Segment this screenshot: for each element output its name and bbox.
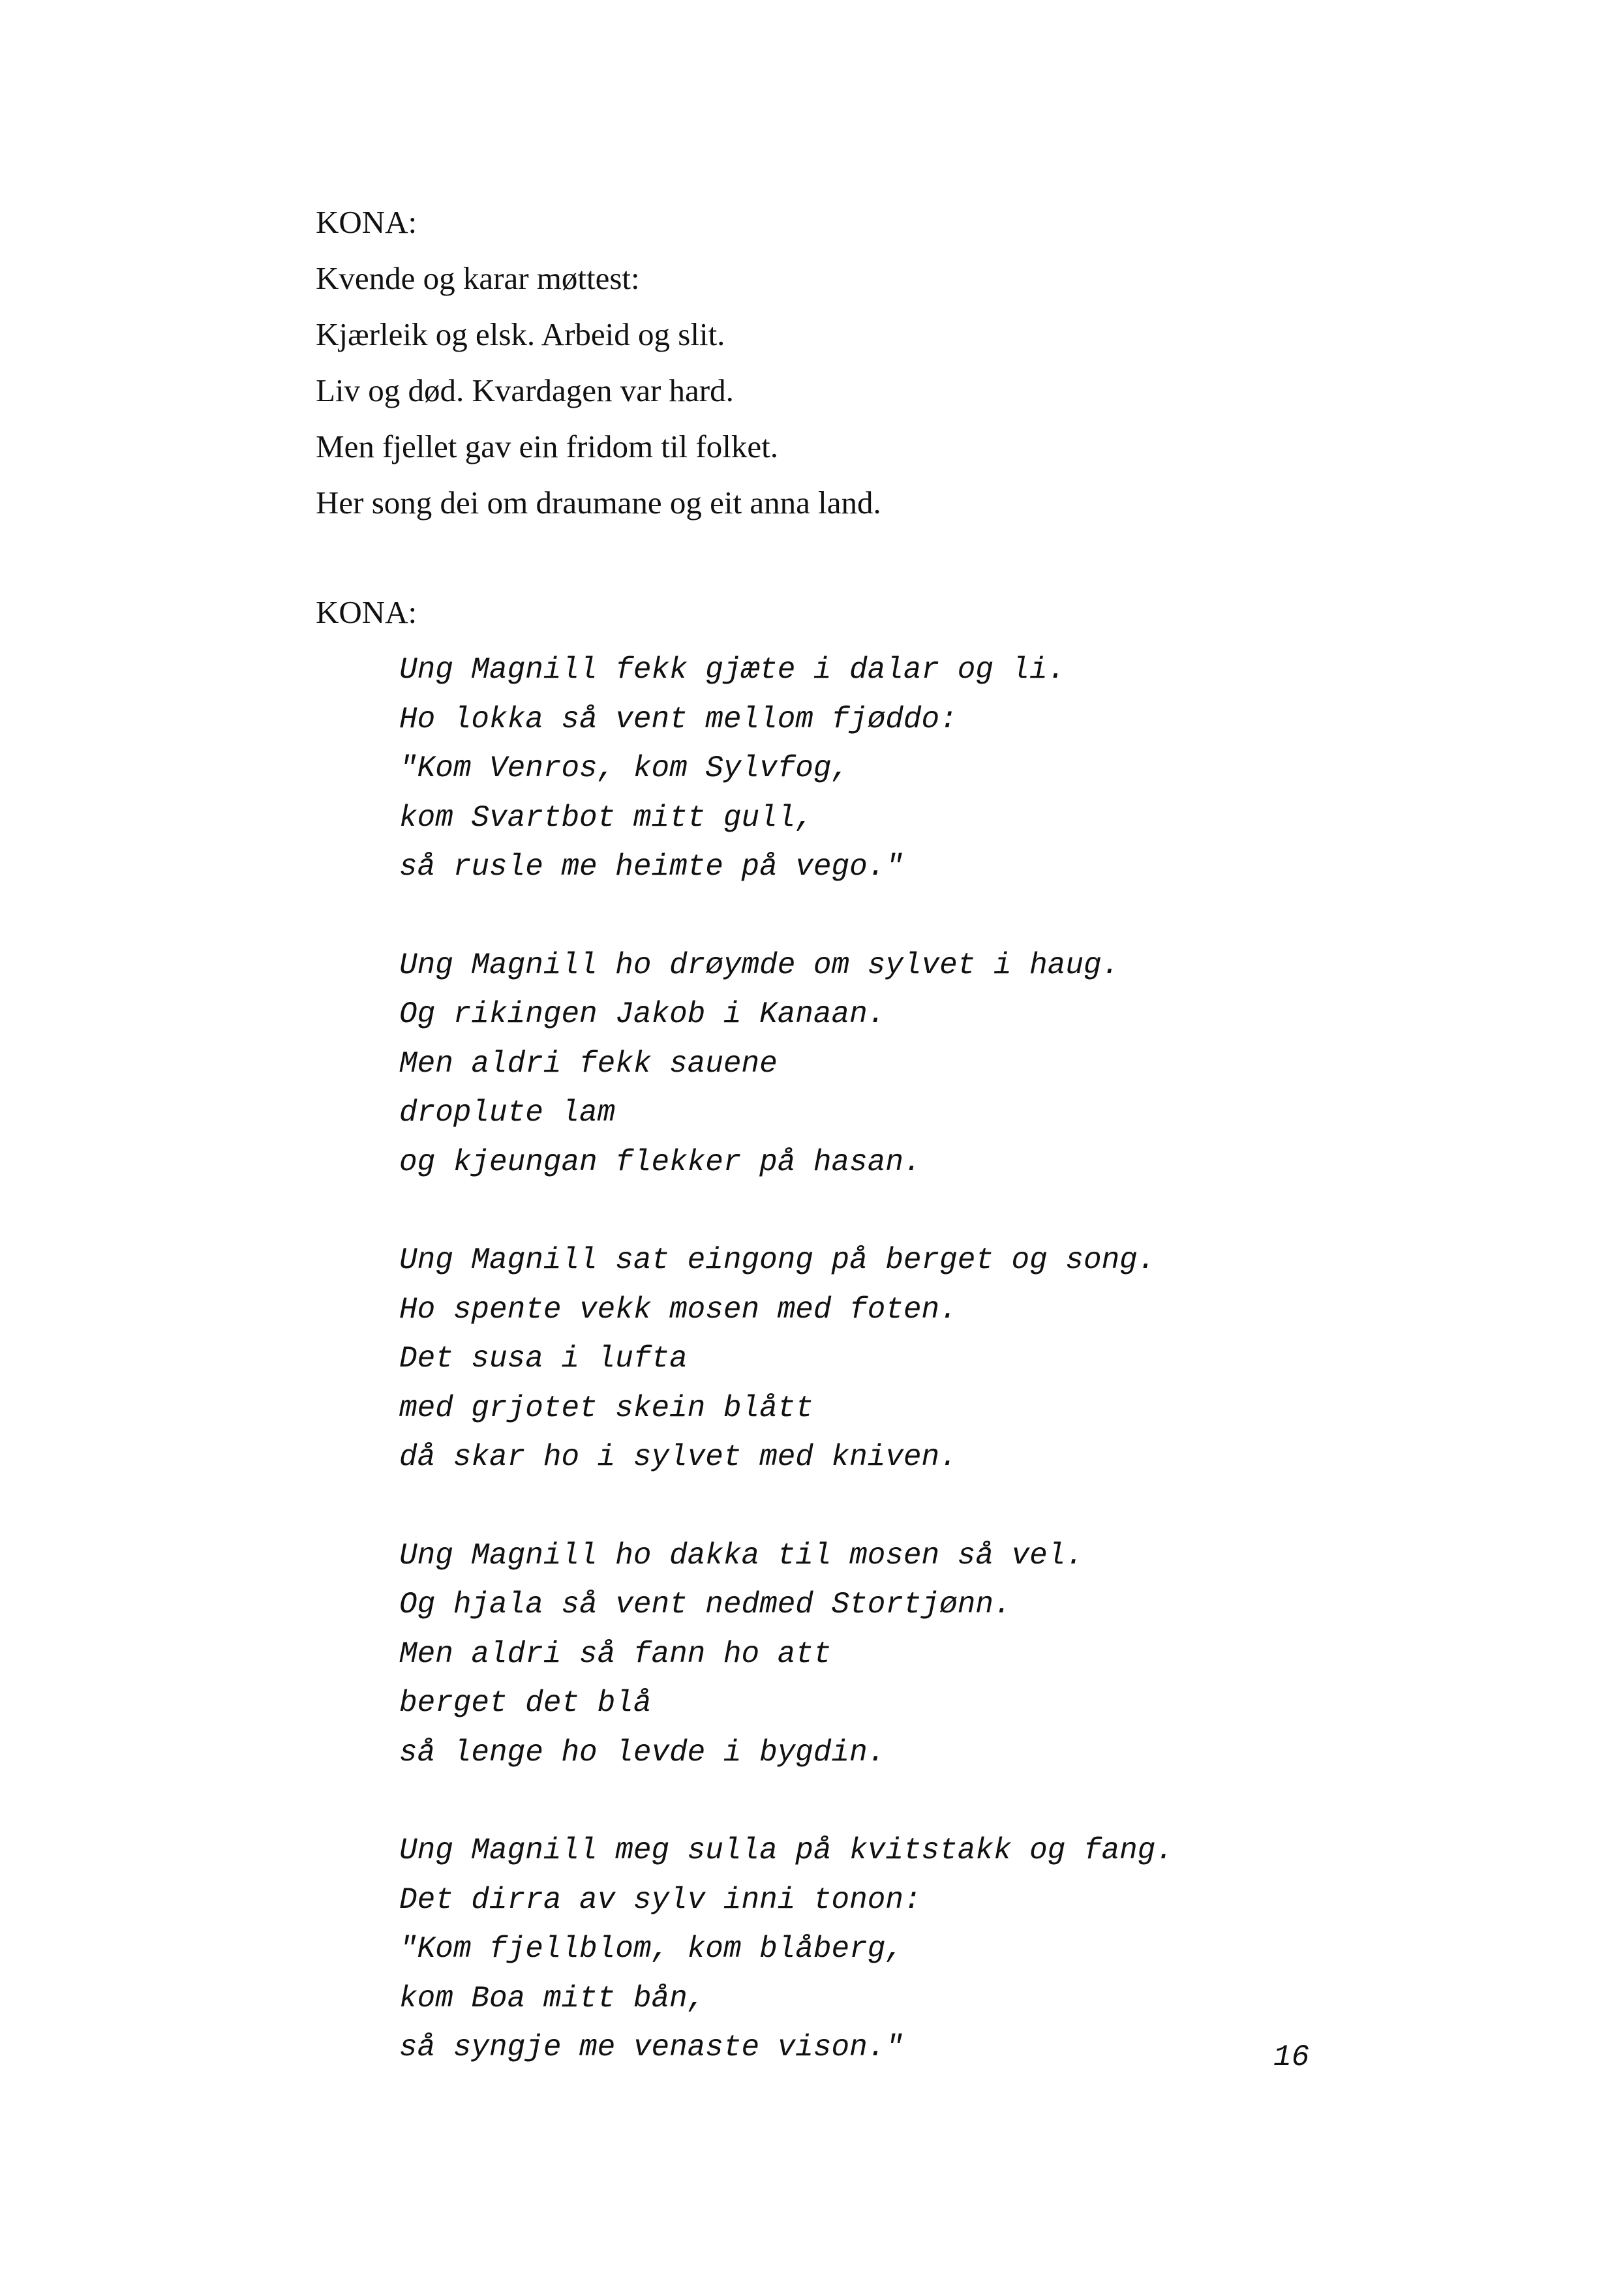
song-speaker-label: KONA: bbox=[316, 594, 417, 630]
lyric-line: og kjeungan flekker på hasan. bbox=[399, 1145, 922, 1179]
lyric-line: kom Svartbot mitt gull, bbox=[399, 800, 813, 835]
lyric-line: då skar ho i sylvet med kniven. bbox=[399, 1440, 958, 1474]
stanza bbox=[399, 941, 1378, 1188]
lyric-line: kom Boa mitt bån, bbox=[399, 1981, 706, 2016]
lyric-line: så syngje me venaste vison." bbox=[399, 2031, 903, 2064]
lyric-line: Ung Magnill meg sulla på kvitstakk og fang. bbox=[399, 1834, 1174, 1867]
lyric-line: Ung Magnill sat eingong på berget og song. bbox=[399, 1243, 1156, 1277]
intro-section bbox=[316, 194, 1294, 531]
lyric-line: Ung Magnill ho dakka til mosen så vel. bbox=[399, 1538, 1084, 1573]
intro-line: Men fjellet gav ein fridom til folket. bbox=[316, 429, 778, 464]
lyric-line: Og rikingen Jakob i Kanaan. bbox=[399, 997, 886, 1031]
intro-line: Kjærleik og elsk. Arbeid og slit. bbox=[316, 316, 725, 352]
lyric-line: Men aldri så fann ho att bbox=[399, 1637, 832, 1671]
lyric-line: Ung Magnill ho drøymde om sylvet i haug. bbox=[399, 948, 1120, 982]
lyric-line: Og hjala så vent nedmed Stortjønn. bbox=[399, 1588, 1012, 1622]
stanza bbox=[399, 1826, 1378, 2073]
intro-line: Kvende og karar møttest: bbox=[316, 260, 640, 296]
lyric-line: Det susa i lufta bbox=[399, 1342, 688, 1376]
lyric-line: "Kom Venros, kom Sylvfog, bbox=[399, 751, 850, 785]
lyric-line: med grjotet skein blått bbox=[399, 1391, 813, 1425]
stanza bbox=[399, 1236, 1378, 1483]
song-lyrics bbox=[399, 646, 1378, 2122]
lyric-line: Ho spente vekk mosen med foten. bbox=[399, 1292, 958, 1327]
page-number: 16 bbox=[1273, 2040, 1310, 2074]
lyric-line: Men aldri fekk sauene bbox=[399, 1046, 778, 1081]
intro-line: Her song dei om draumane og eit anna land. bbox=[316, 485, 881, 521]
lyric-line: Det dirra av sylv inni tonon: bbox=[399, 1882, 922, 1917]
intro-line: Liv og død. Kvardagen var hard. bbox=[316, 372, 734, 408]
stanza bbox=[399, 1532, 1378, 1778]
lyric-line: så rusle me heimte på vego." bbox=[399, 850, 903, 884]
lyric-line: droplute lam bbox=[399, 1096, 616, 1130]
speaker-label: KONA: bbox=[316, 204, 417, 240]
lyric-line: "Kom fjellblom, kom blåberg, bbox=[399, 1932, 903, 1966]
lyric-line: Ung Magnill fekk gjæte i dalar og li. bbox=[399, 653, 1066, 687]
lyric-line: så lenge ho levde i bygdin. bbox=[399, 1735, 886, 1770]
stanza bbox=[399, 646, 1378, 892]
lyric-line: Ho lokka så vent mellom fjøddo: bbox=[399, 702, 958, 736]
lyric-line: berget det blå bbox=[399, 1686, 652, 1720]
